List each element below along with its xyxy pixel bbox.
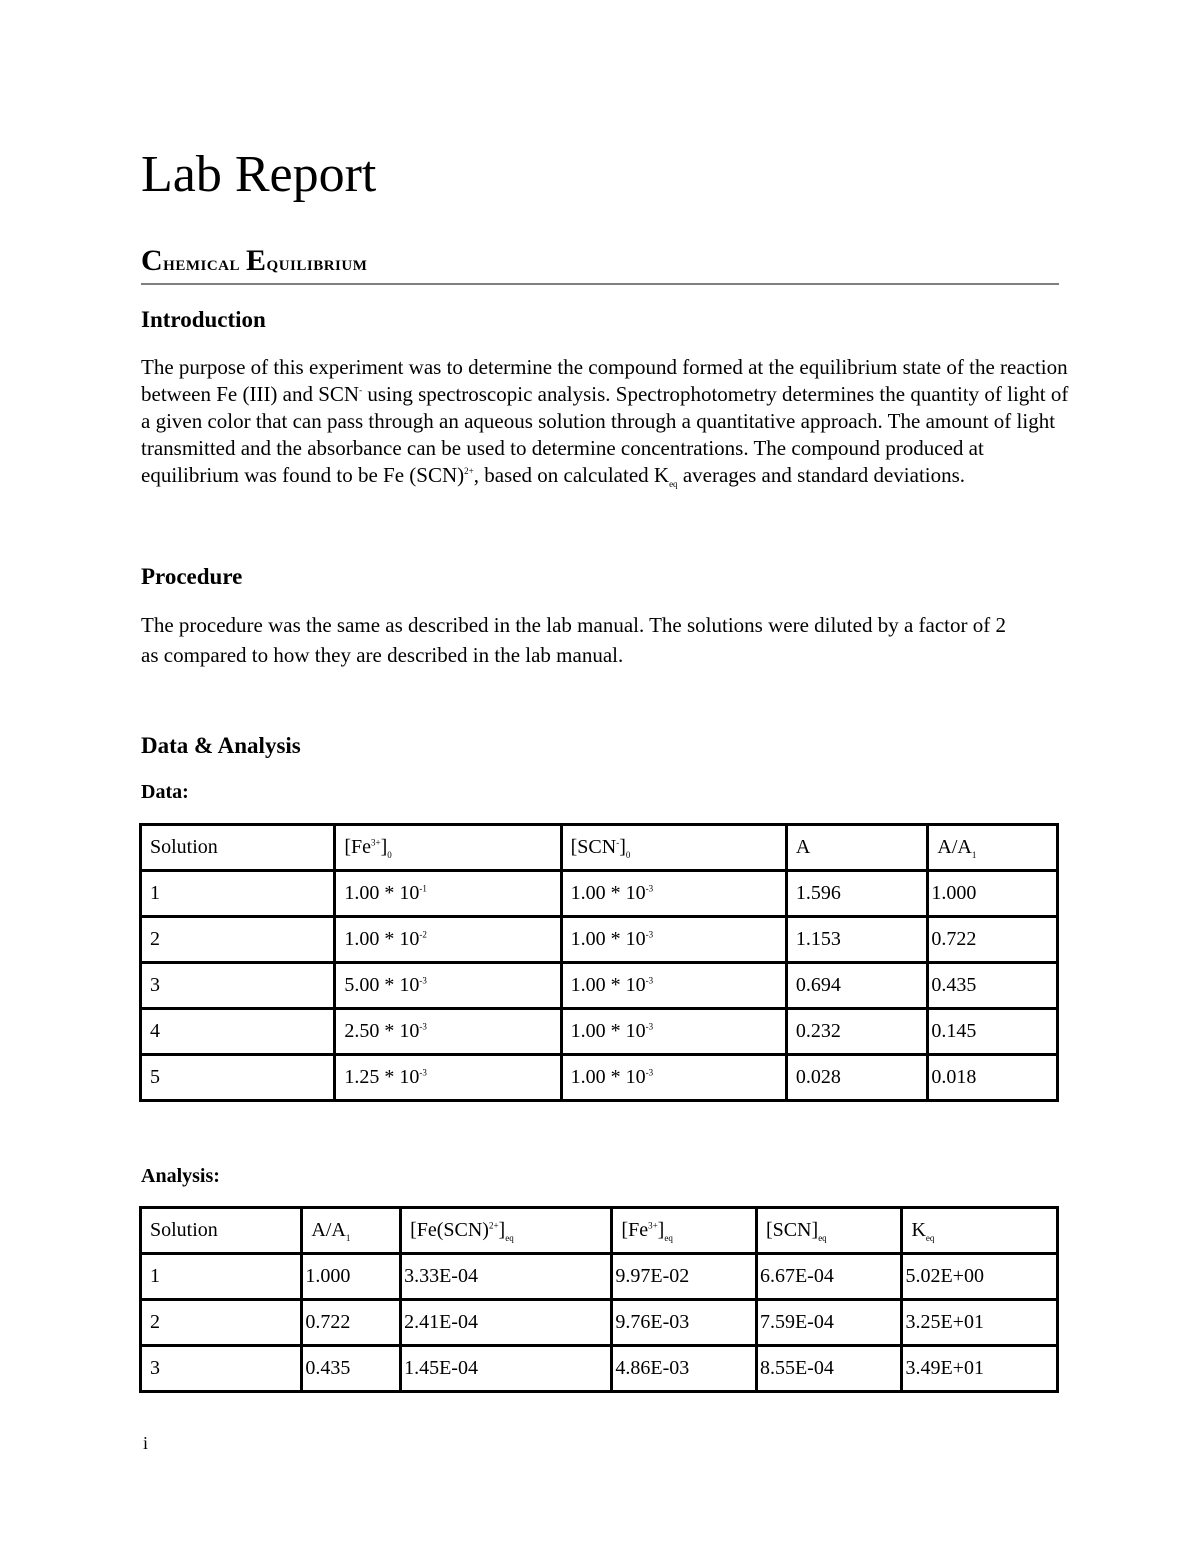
table-cell: 1.596 (786, 871, 928, 917)
header-cell: $K_{eq}$ (902, 1208, 1058, 1254)
table-row (141, 1055, 1058, 1101)
table-row (141, 963, 1058, 1009)
table-cell: $1.00 * 10^{-3}$ (561, 871, 786, 917)
header-cell: Solution (141, 825, 335, 871)
table-cell: 0.722 (928, 917, 1058, 963)
intro-text: , based on calculated K (473, 463, 670, 487)
header-cell: $[SCN]_{eq}$ (756, 1208, 902, 1254)
header-cell: $A/A_1$ (302, 1208, 401, 1254)
intro-text: using spectroscopic analysis. Spectrophotometry determines the quantity of light of a given color that can pass through an aqueous solution through a quantitative approach. The amount of light transmitted and the absorbance can be used to determine concentrations. The compound produced at equilibrium was found to be Fe (SCN) (141, 382, 1069, 487)
table-cell: 6.67E-04 (756, 1254, 902, 1300)
header-cell: Solution (141, 1208, 302, 1254)
table-cell: $5.00 * 10^{-3}$ (335, 963, 561, 1009)
procedure-paragraph: The procedure was the same as described in the lab manual. The solutions were diluted by a factor of 2 as compared to how they are described in the lab manual. (141, 613, 1006, 667)
header-cell: A (786, 825, 928, 871)
procedure-heading: Procedure (141, 564, 243, 589)
intro-superscript: - (359, 385, 363, 395)
table-row (141, 1300, 1058, 1346)
table-cell: 1.153 (786, 917, 928, 963)
data-label: Data: (141, 781, 189, 803)
table-cell: $1.00 * 10^{-3}$ (561, 963, 786, 1009)
intro-text: The purpose of this experiment was to determine the compound formed at the equilibrium state of the reaction between Fe (III) and SCN (141, 355, 1068, 406)
table-cell: 7.59E-04 (756, 1300, 902, 1346)
table-cell: $1.00 * 10^{-2}$ (335, 917, 561, 963)
header-cell: $[Fe^{3+}]_{eq}$ (612, 1208, 757, 1254)
subtitle-initial: C (141, 244, 164, 277)
table-cell: 0.018 (928, 1055, 1058, 1101)
subtitle-initial: E (246, 244, 267, 277)
table-cell: 0.694 (786, 963, 928, 1009)
table-row (141, 1346, 1058, 1392)
table-cell: 1 (141, 871, 335, 917)
table-cell: $1.00 * 10^{-3}$ (561, 1009, 786, 1055)
table-cell: 3 (141, 963, 335, 1009)
subtitle-word: quilibrium (266, 250, 368, 275)
table-row (141, 917, 1058, 963)
table-cell: 5 (141, 1055, 335, 1101)
table-cell: 3.25E+01 (902, 1300, 1058, 1346)
table-cell: 0.232 (786, 1009, 928, 1055)
table-row (141, 1254, 1058, 1300)
table-cell: 2 (141, 1300, 302, 1346)
table-cell: 1.45E-04 (401, 1346, 612, 1392)
table-cell: 3.49E+01 (902, 1346, 1058, 1392)
analysis-table (139, 1206, 1059, 1393)
table-header-row (141, 1208, 1058, 1254)
intro-subscript: eq (669, 479, 678, 490)
header-cell: $A/A_1$ (928, 825, 1058, 871)
intro-text: averages and standard deviations. (677, 463, 966, 487)
introduction-paragraph (141, 354, 1071, 489)
table-cell: 9.76E-03 (612, 1300, 757, 1346)
header-cell: $[Fe^{3+}]_0$ (335, 825, 561, 871)
table-cell: 3.33E-04 (401, 1254, 612, 1300)
table-cell: 3 (141, 1346, 302, 1392)
data-table (139, 823, 1059, 1102)
table-cell: 0.028 (786, 1055, 928, 1101)
page-title: Lab Report (141, 146, 377, 203)
table-cell: 4.86E-03 (612, 1346, 757, 1392)
table-cell: $1.00 * 10^{-3}$ (561, 917, 786, 963)
table-cell: 0.145 (928, 1009, 1058, 1055)
subtitle-word: hemical (163, 250, 247, 275)
table-cell: 0.722 (302, 1300, 401, 1346)
page-marker: i (143, 1433, 149, 1453)
table-cell: 1 (141, 1254, 302, 1300)
table-cell: 5.02E+00 (902, 1254, 1058, 1300)
table-cell: 0.435 (302, 1346, 401, 1392)
table-row (141, 871, 1058, 917)
table-cell: 0.435 (928, 963, 1058, 1009)
table-cell: 2.41E-04 (401, 1300, 612, 1346)
table-cell: $1.00 * 10^{-3}$ (561, 1055, 786, 1101)
header-cell: $[Fe(SCN)^{2+}]_{eq}$ (401, 1208, 612, 1254)
table-cell: 1.000 (928, 871, 1058, 917)
table-row (141, 1009, 1058, 1055)
table-cell: 4 (141, 1009, 335, 1055)
analysis-label: Analysis: (141, 1165, 220, 1187)
table-cell: 9.97E-02 (612, 1254, 757, 1300)
intro-superscript: 2+ (464, 466, 474, 476)
table-header-row (141, 825, 1058, 871)
table-cell: 2 (141, 917, 335, 963)
table-cell: $1.25 * 10^{-3}$ (335, 1055, 561, 1101)
header-cell: $[SCN^-]_0$ (561, 825, 786, 871)
data-analysis-heading: Data & Analysis (141, 733, 301, 758)
table-cell: 8.55E-04 (756, 1346, 902, 1392)
table-cell: 1.000 (302, 1254, 401, 1300)
table-cell: $1.00 * 10^{-1}$ (335, 871, 561, 917)
introduction-heading: Introduction (141, 307, 266, 332)
report-subtitle (141, 244, 1059, 285)
table-cell: $2.50 * 10^{-3}$ (335, 1009, 561, 1055)
